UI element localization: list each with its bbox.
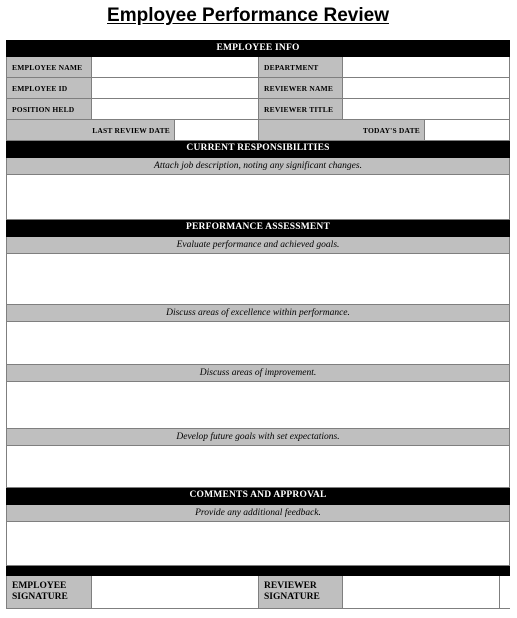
assessment-header: PERFORMANCE ASSESSMENT xyxy=(6,220,510,237)
assessment-prompt-future-goals: Develop future goals with set expectations. xyxy=(6,429,510,446)
employee-signature-label-line2: SIGNATURE xyxy=(12,592,68,602)
comments-instruction: Provide any additional feedback. xyxy=(6,505,510,522)
reviewer-signature-field[interactable] xyxy=(343,576,500,608)
responsibilities-field[interactable] xyxy=(6,175,510,220)
info-row-1 xyxy=(6,57,510,78)
department-field[interactable] xyxy=(343,57,509,77)
assessment-prompt-excellence: Discuss areas of excellence within performance. xyxy=(6,305,510,322)
comments-header: COMMENTS AND APPROVAL xyxy=(6,488,510,505)
last-review-date-field[interactable] xyxy=(175,120,259,140)
assessment-improvement-field[interactable] xyxy=(6,382,510,429)
comments-field[interactable] xyxy=(6,522,510,566)
reviewer-signature-label-line2: SIGNATURE xyxy=(264,592,320,602)
employee-signature-field[interactable] xyxy=(92,576,259,608)
employee-name-field[interactable] xyxy=(92,57,259,77)
assessment-goals-field[interactable] xyxy=(6,254,510,305)
page-title-text: Employee Performance Review xyxy=(107,5,389,26)
position-held-label: POSITION HELD xyxy=(7,99,92,119)
reviewer-name-field[interactable] xyxy=(343,78,509,98)
department-label: DEPARTMENT xyxy=(259,57,343,77)
todays-date-field[interactable] xyxy=(425,120,509,140)
assessment-prompt-goals: Evaluate performance and achieved goals. xyxy=(6,237,510,254)
info-row-3 xyxy=(6,99,510,120)
responsibilities-header: CURRENT RESPONSIBILITIES xyxy=(6,141,510,158)
reviewer-title-field[interactable] xyxy=(343,99,509,119)
responsibilities-instruction: Attach job description, noting any significant changes. xyxy=(6,158,510,175)
section-divider-bar xyxy=(6,566,510,576)
last-review-date-label: LAST REVIEW DATE xyxy=(7,120,175,140)
page-title xyxy=(0,4,496,28)
info-row-2 xyxy=(6,78,510,99)
assessment-excellence-field[interactable] xyxy=(6,322,510,365)
review-form xyxy=(6,40,510,609)
assessment-future-goals-field[interactable] xyxy=(6,446,510,488)
todays-date-label: TODAY'S DATE xyxy=(259,120,425,140)
reviewer-signature-label xyxy=(259,576,343,608)
info-row-4 xyxy=(6,120,510,141)
employee-signature-label-line1: EMPLOYEE xyxy=(12,581,67,591)
reviewer-signature-label-line1: REVIEWER xyxy=(264,581,317,591)
reviewer-title-label: REVIEWER TITLE xyxy=(259,99,343,119)
position-held-field[interactable] xyxy=(92,99,259,119)
reviewer-name-label: REVIEWER NAME xyxy=(259,78,343,98)
employee-name-label: EMPLOYEE NAME xyxy=(7,57,92,77)
employee-info-header: EMPLOYEE INFO xyxy=(6,40,510,57)
employee-id-label: EMPLOYEE ID xyxy=(7,78,92,98)
signature-row xyxy=(6,576,510,609)
assessment-prompt-improvement: Discuss areas of improvement. xyxy=(6,365,510,382)
employee-id-field[interactable] xyxy=(92,78,259,98)
employee-signature-label xyxy=(7,576,92,608)
